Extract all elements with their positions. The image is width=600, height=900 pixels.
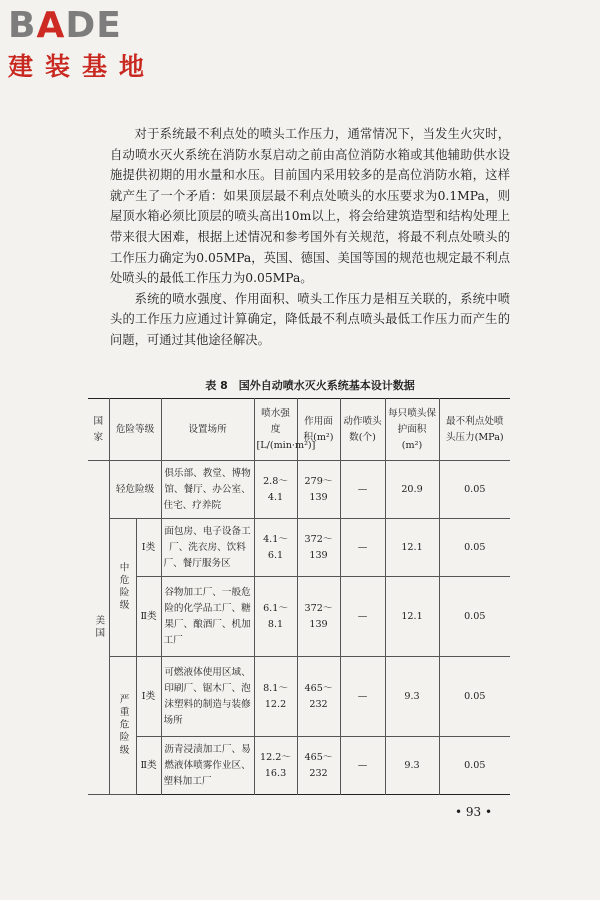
pressure-cell: 0.05 bbox=[439, 577, 510, 657]
paragraph: 系统的喷水强度、作用面积、喷头工作压力是相互关联的，系统中喷头的工作压力应通过计算确定，降低最不利点喷头最低工作压力而产生的问题，可通过其他途径解决。 bbox=[110, 291, 510, 347]
place-cell: 俱乐部、教堂、博物馆、餐厅、办公室、住宅、疗养院 bbox=[161, 461, 254, 519]
intensity-cell: 8.1～12.2 bbox=[254, 657, 297, 737]
hazard-class: Ⅱ类 bbox=[136, 577, 161, 657]
pressure-cell: 0.05 bbox=[439, 461, 510, 519]
logo-wordmark: BADE bbox=[8, 5, 122, 46]
design-data-table bbox=[88, 398, 510, 795]
hazard-class: Ⅰ类 bbox=[136, 657, 161, 737]
header-place: 设置场所 bbox=[161, 399, 254, 461]
intensity-cell: 4.1～6.1 bbox=[254, 519, 297, 577]
area-cell: 465～232 bbox=[297, 737, 340, 795]
table-caption: 表 8 国外自动喷水灭火系统基本设计数据 bbox=[205, 379, 415, 392]
table-row bbox=[88, 519, 510, 577]
place-cell: 面包房、电子设备工厂、洗衣房、饮料厂、餐厅服务区 bbox=[161, 519, 254, 577]
coverage-cell: 9.3 bbox=[385, 657, 439, 737]
pressure-cell: 0.05 bbox=[439, 519, 510, 577]
paragraph: 对于系统最不利点处的喷头工作压力，通常情况下，当发生火灾时，自动喷水灭火系统在消防水泵启动之前由高位消防水箱或其他辅助供水设施提供初期的用水量和水压。目前国内采用较多的是高位消防水箱，这样就产生了一个矛盾：如果顶层最不利点处喷头的水压要求为0.1MPa，则屋顶水箱必须比顶层的喷头高出10m以上，将会给建筑造型和结构处理上带来很大困难，根据上述情况和参考国外有关规范，将最不利点处喷头的工作压力确定为0.05MPa，英国、德国、美国等国的规范也规定最不利点处喷头的最低工作压力为0.05MPa。 bbox=[110, 127, 510, 286]
sprinkler-count-cell: — bbox=[340, 519, 385, 577]
coverage-cell: 12.1 bbox=[385, 519, 439, 577]
intensity-cell: 12.2～16.3 bbox=[254, 737, 297, 795]
area-cell: 465～232 bbox=[297, 657, 340, 737]
place-cell: 沥青浸渍加工厂、易燃液体喷雾作业区、塑料加工厂 bbox=[161, 737, 254, 795]
group-medium: 中危险级 bbox=[109, 519, 136, 657]
sprinkler-count-cell: — bbox=[340, 657, 385, 737]
country-cell: 美国 bbox=[88, 461, 109, 795]
header-coverage: 每只喷头保护面积(m²) bbox=[385, 399, 439, 461]
place-cell: 谷物加工厂、一般危险的化学品工厂、糖果厂、酿酒厂、机加工厂 bbox=[161, 577, 254, 657]
hazard-level: 轻危险级 bbox=[109, 461, 161, 519]
logo-subtitle: 建装基地 bbox=[8, 52, 157, 81]
hazard-class: Ⅱ类 bbox=[136, 737, 161, 795]
intensity-cell: 2.8～4.1 bbox=[254, 461, 297, 519]
area-cell: 372～139 bbox=[297, 577, 340, 657]
table-header-row bbox=[88, 399, 510, 461]
sprinkler-count-cell: — bbox=[340, 461, 385, 519]
page-number: • 93 • bbox=[455, 805, 493, 819]
sprinkler-count-cell: — bbox=[340, 577, 385, 657]
table-row bbox=[88, 461, 510, 519]
bade-logo bbox=[8, 6, 178, 84]
coverage-cell: 12.1 bbox=[385, 577, 439, 657]
pressure-cell: 0.05 bbox=[439, 657, 510, 737]
table-row bbox=[88, 737, 510, 795]
table-row bbox=[88, 577, 510, 657]
sprinkler-count-cell: — bbox=[340, 737, 385, 795]
header-country: 国家 bbox=[88, 399, 109, 461]
coverage-cell: 9.3 bbox=[385, 737, 439, 795]
table-row bbox=[88, 657, 510, 737]
header-area: 作用面积(m²) bbox=[297, 399, 340, 461]
header-pressure: 最不利点处喷头压力(MPa) bbox=[439, 399, 510, 461]
header-intensity: 喷水强度[L/(min·m²)] bbox=[254, 399, 297, 461]
area-cell: 372～139 bbox=[297, 519, 340, 577]
group-severe: 严重危险级 bbox=[109, 657, 136, 795]
area-cell: 279～139 bbox=[297, 461, 340, 519]
pressure-cell: 0.05 bbox=[439, 737, 510, 795]
coverage-cell: 20.9 bbox=[385, 461, 439, 519]
place-cell: 可燃液体使用区域、印刷厂、锯木厂、泡沫塑料的制造与装修场所 bbox=[161, 657, 254, 737]
hazard-class: Ⅰ类 bbox=[136, 519, 161, 577]
body-text bbox=[110, 124, 510, 351]
intensity-cell: 6.1～8.1 bbox=[254, 577, 297, 657]
header-hazard: 危险等级 bbox=[109, 399, 161, 461]
header-sprinklers: 动作喷头数(个) bbox=[340, 399, 385, 461]
